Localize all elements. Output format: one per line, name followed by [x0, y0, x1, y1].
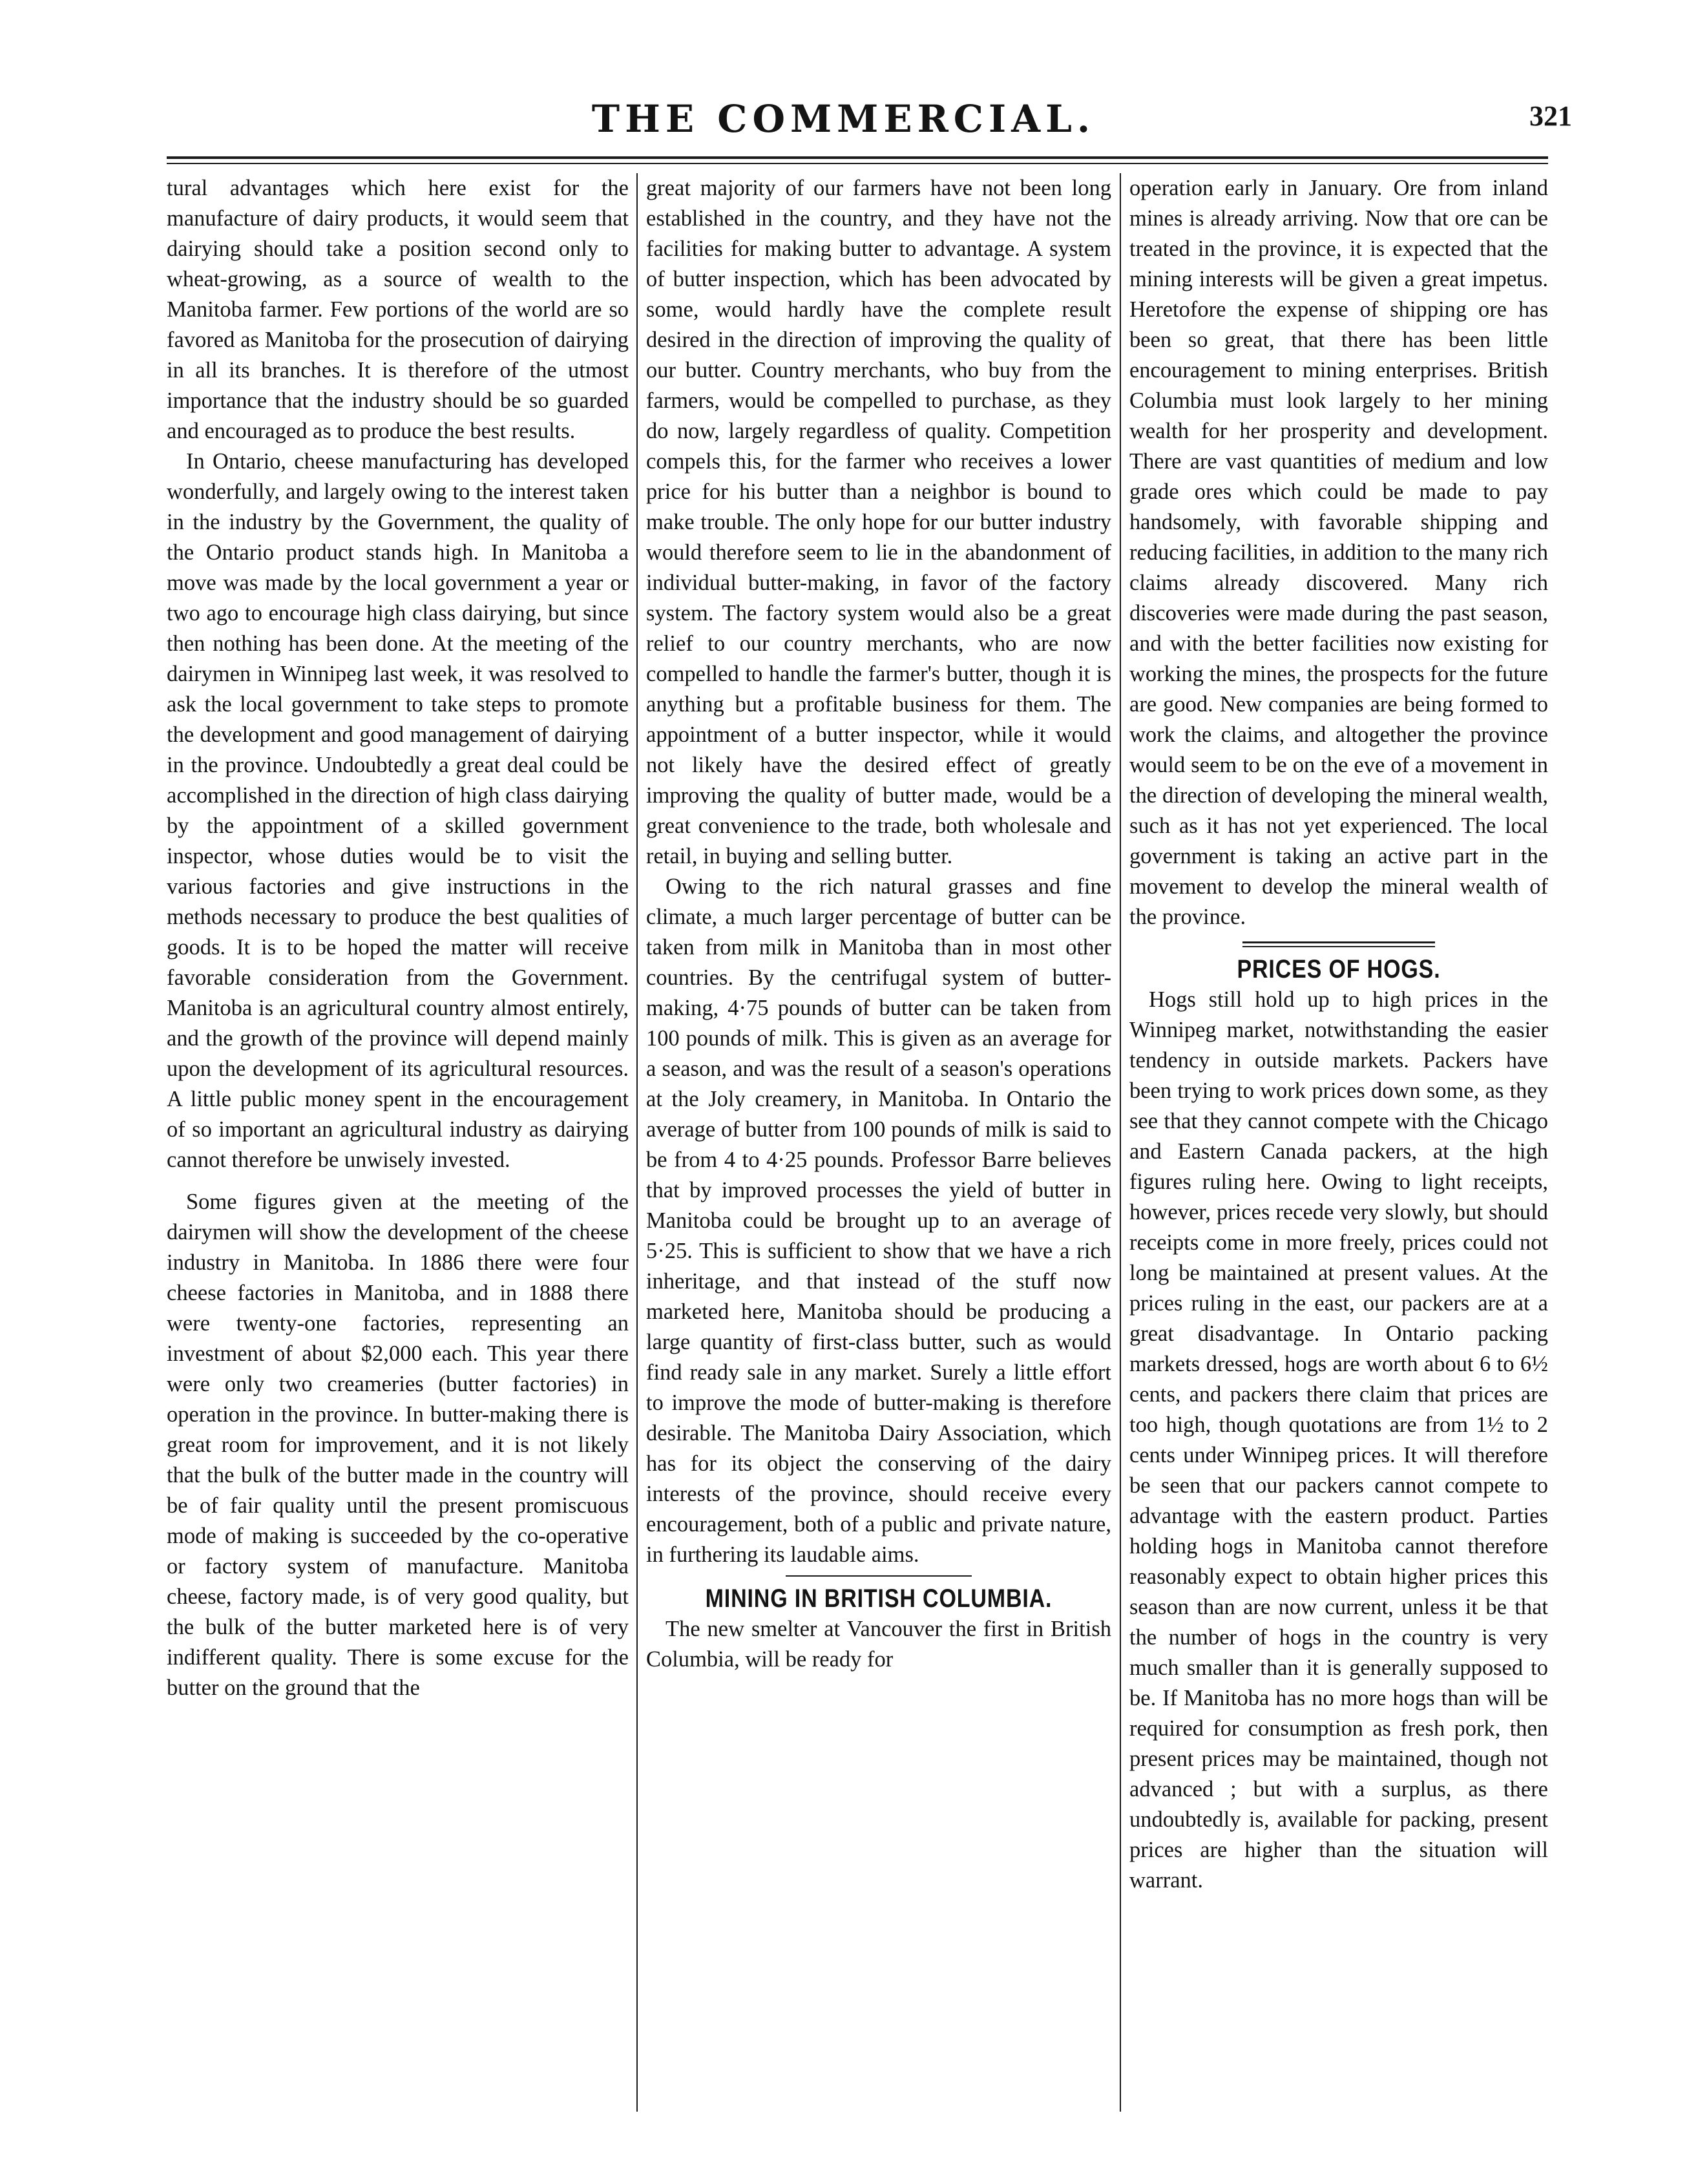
column-divider — [1120, 173, 1121, 2112]
section-rule — [1242, 941, 1435, 947]
header-rule-thin — [167, 163, 1548, 164]
column-left — [167, 173, 629, 2115]
paragraph: Some figures given at the meeting of the dairymen will show the development of the cheese industry in Manitoba. In 1886 there were four cheese factories in Manitoba, and in 1888 there were twenty-one factories, representing an investment of about $2,000 each. This year there were only two creameries (butter factories) in operation in the province. In butter-making there is great room for improvement, and it is not likely that the bulk of the butter made in the country will be of fair quality until the present promiscuous mode of making is succeeded by the co-operative or factory system of manufacture. Manitoba cheese, factory made, is of very good quality, but the bulk of the butter marketed here is of very indifferent quality. There is some excuse for the butter on the ground that the — [167, 1190, 629, 1700]
paragraph: great majority of our farmers have not been long established in the country, and they have not the facilities for making butter to advantage. A system of butter inspection, which has been advocated by some, would hardly have the complete result desired in the direction of improving the quality of our butter. Country merchants, who buy from the farmers, would be compelled to purchase, as they do now, largely regardless of quality. Competition compels this, for the farmer who receives a lower price for his butter than a neighbor is bound to make trouble. The only hope for our butter industry would therefore seem to lie in the abandonment of individual butter-making, in favor of the factory system. The factory system would also be a great relief to our country merchants, who are now compelled to handle the farmer's butter, though it is anything but a profitable business for them. The appointment of a butter inspector, while it would not likely have the desired effect of greatly improving the quality of butter made, would be a great convenience to the trade, both wholesale and retail, in buying and selling butter. — [646, 176, 1111, 868]
paragraph: In Ontario, cheese manufacturing has developed wonderfully, and largely owing to the interest taken in the industry by the Government, the quality of the Ontario product stands high. In Manitoba a move was made by the local government a year or two ago to encourage high class dairying, but since then nothing has been done. At the meeting of the dairymen in Winnipeg last week, it was resolved to ask the local government to take steps to promote the development and good management of dairying in the province. Undoubtedly a great deal could be accomplished in the direction of high class dairying by the appointment of a skilled government inspector, whose duties would be to visit the various factories and give instructions in the methods necessary to produce the best qualities of goods. It is to be hoped the matter will receive favorable consideration from the Government. Manitoba is an agricultural country almost entirely, and the growth of the province will depend mainly upon the development of its agricultural resources. A little public money spent in the encouragement of so important an agricultural industry as dairying cannot therefore be unwisely invested. — [167, 449, 629, 1172]
paragraph: The new smelter at Vancouver the first in British Columbia, will be ready for — [646, 1617, 1111, 1672]
paragraph: operation early in January. Ore from inland mines is already arriving. Now that ore can be treated in the province, it is expected that the mining interests will be given a great impetus. Heretofore the expense of shipping ore has been so great, that there has been little encouragement to mining enterprises. British Columbia must look largely to her mining wealth for her prosperity and development. There are vast quantities of medium and low grade ores which could be made to pay handsomely, with favorable shipping and reducing facilities, in addition to the many rich claims already discovered. Many rich discoveries were made during the past season, and with the better facilities now existing for working the mines, the prospects for the future are good. New companies are being formed to work the claims, and altogether the province would seem to be on the eve of a movement in the direction of developing the mineral wealth, such as it has not yet experienced. The local government is taking an active part in the movement to develop the mineral wealth of the province. — [1129, 176, 1548, 929]
column-divider — [636, 173, 638, 2112]
section-rule — [786, 1575, 972, 1577]
publication-title: THE COMMERCIAL. — [591, 97, 1096, 141]
header-rule — [167, 156, 1548, 159]
column-right — [1129, 173, 1548, 2115]
masthead — [0, 97, 1687, 149]
paragraph: tural advantages which here exist for the manufacture of dairy products, it would seem that dairying should take a position second only to wheat-growing, as a source of wealth to the Manitoba farmer. Few portions of the world are so favored as Manitoba for the prosecution of dairying in all its branches. It is therefore of the utmost importance that the industry should be so guarded and encouraged as to produce the best results. — [167, 176, 629, 443]
paragraph: Hogs still hold up to high prices in the Winnipeg market, notwithstanding the easier tendency in outside markets. Packers have been trying to work prices down some, as they see that they cannot compete with the Chicago and Eastern Canada packers, at the high figures ruling here. Owing to light receipts, however, prices recede very slowly, but should receipts come in more freely, prices could not long be maintained at present values. At the prices ruling in the east, our packers are at a great disadvantage. In Ontario packing markets dressed, hogs are worth about 6 to 6½ cents, and packers there claim that prices are too high, though quotations are from 1½ to 2 cents under Winnipeg prices. It will therefore be seen that our packers cannot compete to advantage with the eastern product. Parties holding hogs in Manitoba cannot therefore reasonably expect to obtain higher prices this season than are now current, unless it be that the number of hogs in the country is very much smaller than it is generally supposed to be. If Manitoba has no more hogs than will be required for consumption as fresh pork, then present prices may be maintained, though not advanced ; but with a surplus, as there undoubtedly is, available for packing, present prices are higher than the situation will warrant. — [1129, 987, 1548, 1893]
paragraph: Owing to the rich natural grasses and fine climate, a much larger percentage of butter can be taken from milk in Manitoba than in most other countries. By the centrifugal system of butter-making, 4·75 pounds of butter can be taken from 100 pounds of milk. This is given as an average for a season, and was the result of a season's operations at the Joly creamery, in Manitoba. In Ontario the average of butter from 100 pounds of milk is said to be from 4 to 4·25 pounds. Professor Barre believes that by improved processes the yield of butter in Manitoba could be brought up to an average of 5·25. This is sufficient to show that we have a rich inheritage, and that instead of the stuff now marketed here, Manitoba should be producing a large quantity of first-class butter, such as would find ready sale in any market. Surely a little effort to improve the mode of butter-making is therefore desirable. The Manitoba Dairy Association, which has for its object the conserving of the dairy interests of the province, should receive every encouragement, both of a public and private nature, in furthering its laudable aims. — [646, 874, 1111, 1567]
column-middle — [646, 173, 1111, 2115]
section-heading-mining: MINING IN BRITISH COLUMBIA. — [705, 1584, 1053, 1613]
section-heading-hogs: PRICES OF HOGS. — [1237, 955, 1441, 983]
page-number: 321 — [1529, 100, 1572, 132]
